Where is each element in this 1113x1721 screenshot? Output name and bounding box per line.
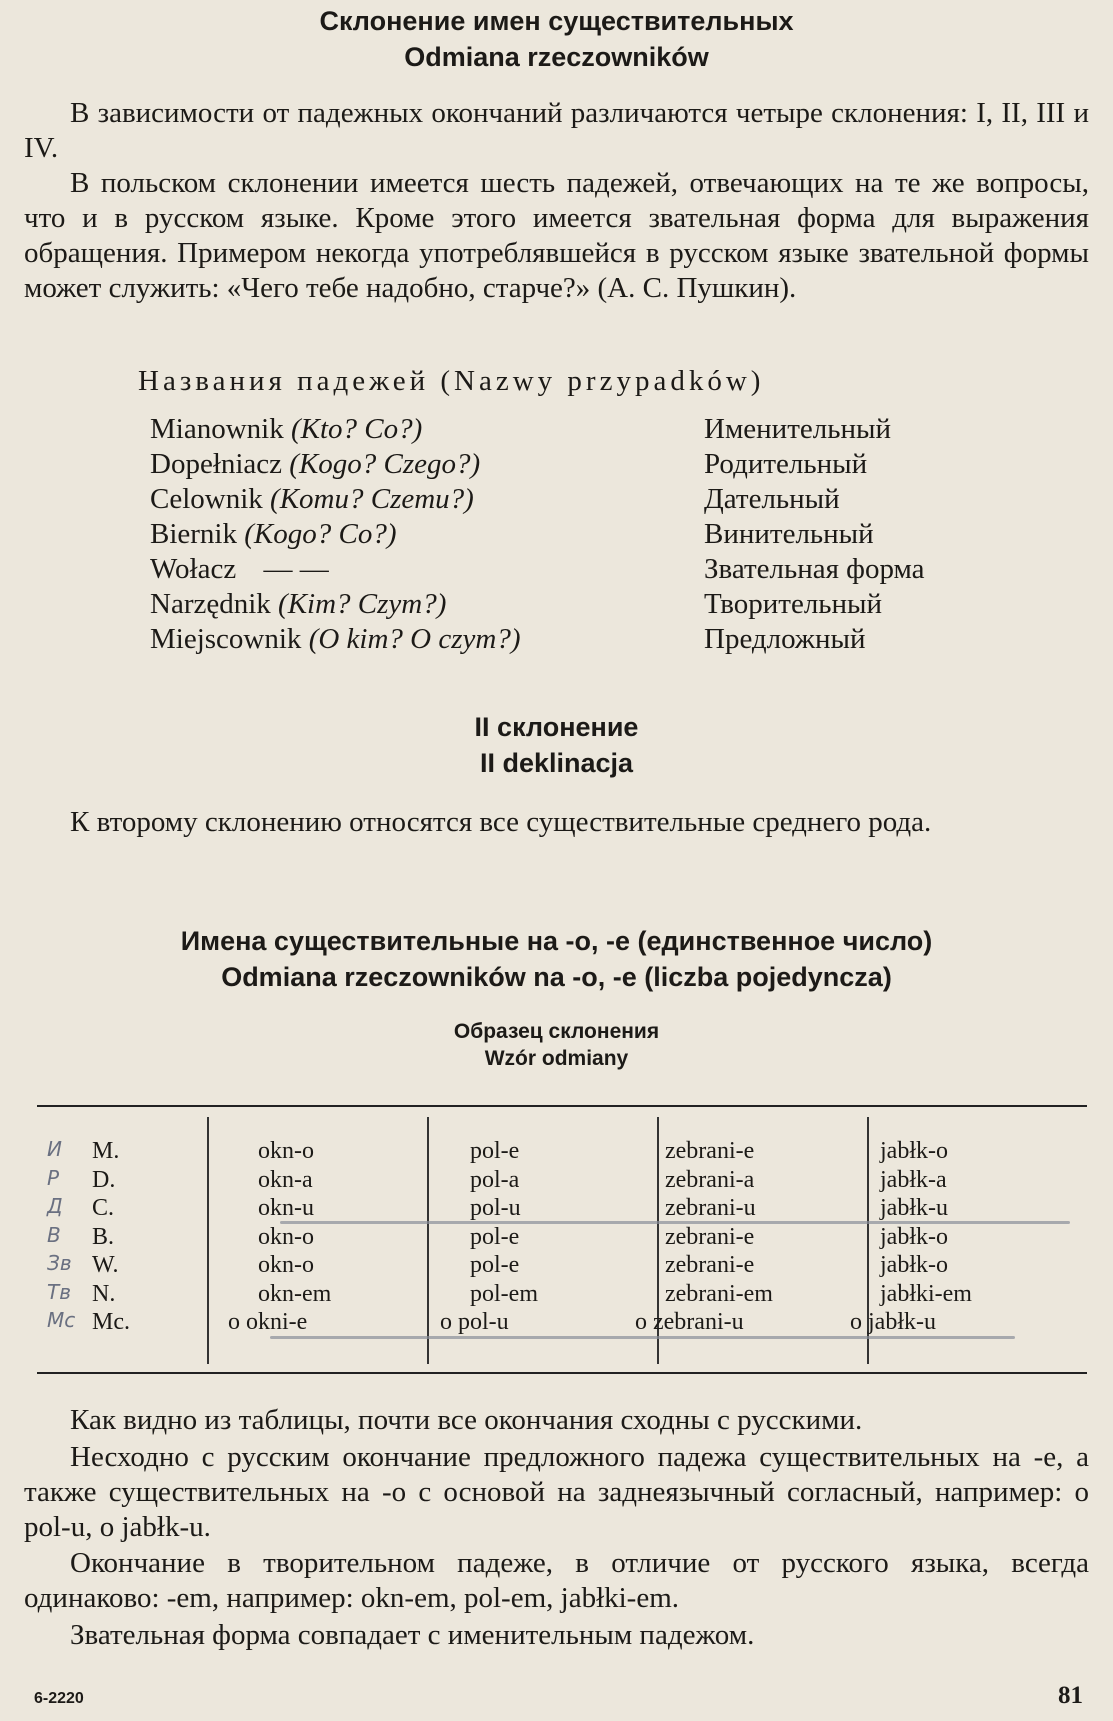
sample-heading-pl: Wzór odmiany	[484, 1047, 629, 1070]
title-pl: Odmiana rzeczowników	[404, 42, 709, 72]
after-paragraph-4: Звательная форма совпадает с именительным падежом.	[70, 1619, 755, 1651]
pencil-underline	[280, 1221, 1070, 1224]
pencil-underline	[270, 1336, 1015, 1339]
handwritten-note: Тв	[47, 1279, 72, 1304]
table-cell: okn-u	[258, 1195, 314, 1221]
case-abbrev: C.	[92, 1195, 115, 1221]
declension-table	[37, 1105, 1087, 1374]
case-row: Celownik (Komu? Czemu?) Дательный	[150, 483, 840, 515]
case-abbrev: W.	[92, 1252, 119, 1278]
page-number: 81	[1058, 1682, 1083, 1709]
sample-heading-ru: Образец склонения	[453, 1020, 660, 1043]
case-row: Mianownik (Kto? Co?) Именительный	[150, 413, 891, 445]
singular-heading-ru: Имена существительные на -o, -e (единственное число)	[180, 926, 933, 956]
declension-heading-pl: II deklinacja	[479, 748, 634, 778]
table-cell: pol-e	[470, 1138, 520, 1164]
case-row: Wołacz — — Звательная форма	[150, 553, 925, 585]
table-cell: o okni-e	[228, 1309, 308, 1335]
case-row: Dopełniacz (Kogo? Czego?) Родительный	[150, 448, 868, 480]
table-cell: pol-em	[470, 1280, 538, 1307]
table-cell: pol-e	[470, 1223, 520, 1250]
handwritten-note: Мс	[47, 1308, 76, 1332]
intro-paragraph-1: В зависимости от падежных окончаний различаются четыре склонения: I, II, III и IV.	[24, 97, 1089, 164]
table-cell: pol-u	[470, 1195, 521, 1221]
after-paragraph-2: Несходно с русским окончание предложного падежа существительных на -e, а также существительных на -o с основой на заднеязычный согласный, например: o pol-u, o jabłk-u.	[24, 1441, 1089, 1543]
table-cell: jabłk-o	[880, 1138, 948, 1164]
table-cell: zebrani-em	[665, 1280, 773, 1307]
declension-heading-ru: II склонение	[474, 712, 639, 742]
declension-paragraph: К второму склонению относятся все существительные среднего рода.	[70, 806, 932, 838]
table-cell: zebrani-e	[665, 1252, 755, 1278]
handwritten-note: Зв	[47, 1251, 72, 1275]
table-cell: jabłk-a	[880, 1166, 947, 1193]
case-abbrev: N.	[92, 1280, 116, 1307]
title-ru: Склонение имен существительных	[319, 6, 794, 36]
table-cell: zebrani-e	[665, 1138, 755, 1164]
table-cell: zebrani-a	[665, 1166, 755, 1193]
handwritten-note: И	[47, 1137, 62, 1161]
table-cell: okn-a	[258, 1166, 313, 1193]
table-cell: jabłk-o	[880, 1252, 948, 1278]
case-row: Narzędnik (Kim? Czym?) Творительный	[150, 588, 883, 620]
table-cell: jabłki-em	[880, 1280, 972, 1307]
handwritten-note: Р	[47, 1165, 60, 1190]
case-abbrev: M.	[92, 1138, 120, 1164]
table-cell: jabłk-u	[880, 1195, 948, 1221]
case-abbrev: Mc.	[92, 1309, 130, 1335]
case-abbrev: B.	[92, 1223, 115, 1250]
column-divider	[207, 1117, 209, 1364]
handwritten-note: Д	[47, 1194, 63, 1218]
table-cell: okn-o	[258, 1223, 314, 1250]
table-cell: okn-o	[258, 1138, 314, 1164]
table-cell: jabłk-o	[880, 1223, 948, 1250]
table-cell: pol-e	[470, 1252, 520, 1278]
intro-paragraph-2: В польском склонении имеется шесть падежей, отвечающих на те же вопросы, что и в русском языке. Кроме этого имеется звательная форма для выражения обращения. Примером некогда употреблявшейся в русском языке звательной формы может служить: «Чего тебе надобно, старче?» (А. С. Пушкин).	[24, 167, 1089, 304]
case-row: Miejscownik (O kim? O czym?) Предложный	[150, 623, 866, 655]
table-cell: o jabłk-u	[850, 1309, 936, 1335]
table-cell: pol-a	[470, 1166, 520, 1193]
table-cell: o zebrani-u	[635, 1309, 744, 1335]
cases-heading: Названия падежей (Nazwy przypadków)	[138, 365, 765, 397]
table-cell: okn-o	[258, 1252, 314, 1278]
column-divider	[427, 1117, 429, 1364]
table-cell: zebrani-u	[665, 1195, 756, 1221]
after-paragraph-3: Окончание в творительном падеже, в отличие от русского языка, всегда одинаково: -em, например: okn-em, pol-em, jabłki-em.	[24, 1547, 1089, 1614]
table-cell: okn-em	[258, 1280, 332, 1307]
case-row: Biernik (Kogo? Co?) Винительный	[150, 518, 874, 550]
table-cell: o pol-u	[440, 1309, 509, 1335]
case-abbrev: D.	[92, 1166, 116, 1193]
singular-heading-pl: Odmiana rzeczowników na -o, -e (liczba pojedyncza)	[221, 962, 892, 992]
after-paragraph-1: Как видно из таблицы, почти все окончания сходны с русскими.	[70, 1404, 863, 1436]
handwritten-note: В	[47, 1222, 61, 1247]
table-cell: zebrani-e	[665, 1223, 755, 1250]
print-code: 6-2220	[34, 1690, 84, 1707]
